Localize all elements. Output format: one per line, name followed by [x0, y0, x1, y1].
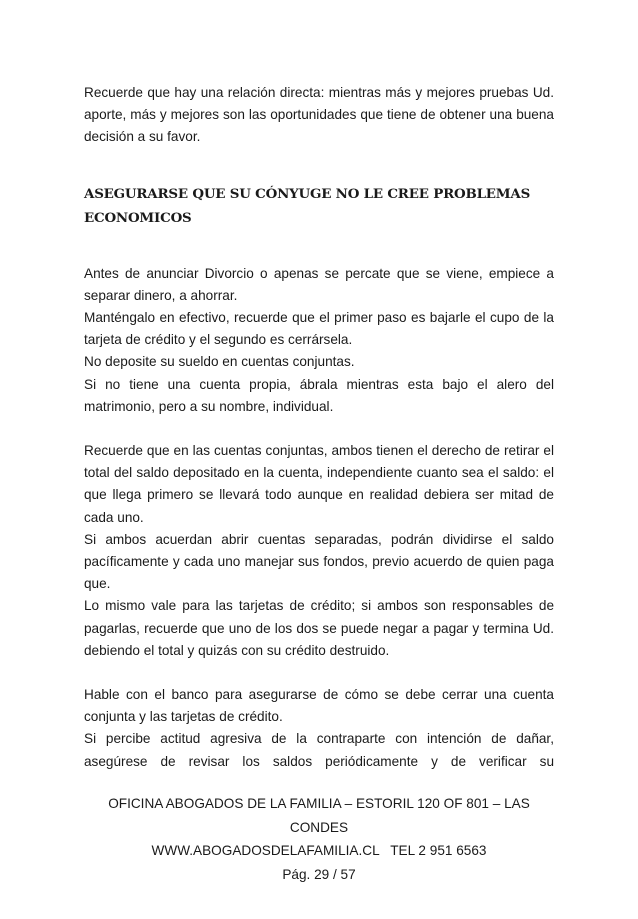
spacer	[84, 418, 554, 440]
footer-office-line1: OFICINA ABOGADOS DE LA FAMILIA – ESTORIL 120 OF 801 – LAS	[108, 796, 530, 811]
spacer	[84, 230, 554, 263]
paragraph-own-account: Si no tiene una cuenta propia, ábrala mientras esta bajo el alero del matrimonio, pero a su nombre, individual.	[84, 376, 554, 414]
paragraph-joint-accounts: Recuerde que en las cuentas conjuntas, ambos tienen el derecho de retirar el total del saldo depositado en la cuenta, independiente cuanto sea el saldo: el que llega primero se llevará todo aunque en realidad debiera ser mitad de cada uno.	[84, 443, 554, 525]
section-heading	[84, 182, 554, 230]
paragraph-no-joint-deposit: No deposite su sueldo en cuentas conjuntas.	[84, 354, 355, 370]
paragraph-cash: Manténgalo en efectivo, recuerde que el primer paso es bajarle el cupo de la tarjeta de crédito y el segundo es cerrársela.	[84, 310, 554, 348]
paragraph-credit-cards: Lo mismo vale para las tarjetas de crédito; si ambos son responsables de pagarlas, recuerde que uno de los dos se puede negar a pagar y termina Ud. debiendo el total y quizás con su crédito destruido.	[84, 598, 554, 658]
footer-office-line2: CONDES	[289, 819, 349, 835]
paragraph-aggressive: Si percibe actitud agresiva de la contraparte con intención de dañar, asegúrese de revisar los saldos periódicamente y de verificar su	[84, 731, 554, 769]
section-heading-line1: ASEGURARSE QUE SU CÓNYUGE NO LE CREE PROBLEMAS	[84, 185, 531, 202]
footer-website-phone: WWW.ABOGADOSDELAFAMILIA.CL TEL 2 951 6563	[151, 843, 487, 858]
page-footer	[60, 792, 578, 886]
paragraph-bank: Hable con el banco para asegurarse de cómo se debe cerrar una cuenta conjunta y las tarjetas de crédito.	[84, 687, 554, 725]
page-body	[84, 82, 554, 773]
paragraph-separate-accounts: Si ambos acuerdan abrir cuentas separadas, podrán dividirse el saldo pacíficamente y cada uno manejar sus fondos, previo acuerdo de quien paga que.	[84, 531, 554, 592]
page-number: Pág. 29 / 57	[282, 866, 356, 882]
intro-paragraph: Recuerde que hay una relación directa: mientras más y mejores pruebas Ud. aporte, más y mejores son las oportunidades que tiene de obtener una buena decisión a su favor.	[84, 85, 554, 145]
spacer	[84, 149, 554, 182]
section-heading-line2: ECONOMICOS	[84, 209, 192, 226]
paragraph-start-saving: Antes de anunciar Divorcio o apenas se percate que se viene, empiece a separar dinero, a ahorrar.	[84, 265, 554, 303]
spacer	[84, 662, 554, 684]
